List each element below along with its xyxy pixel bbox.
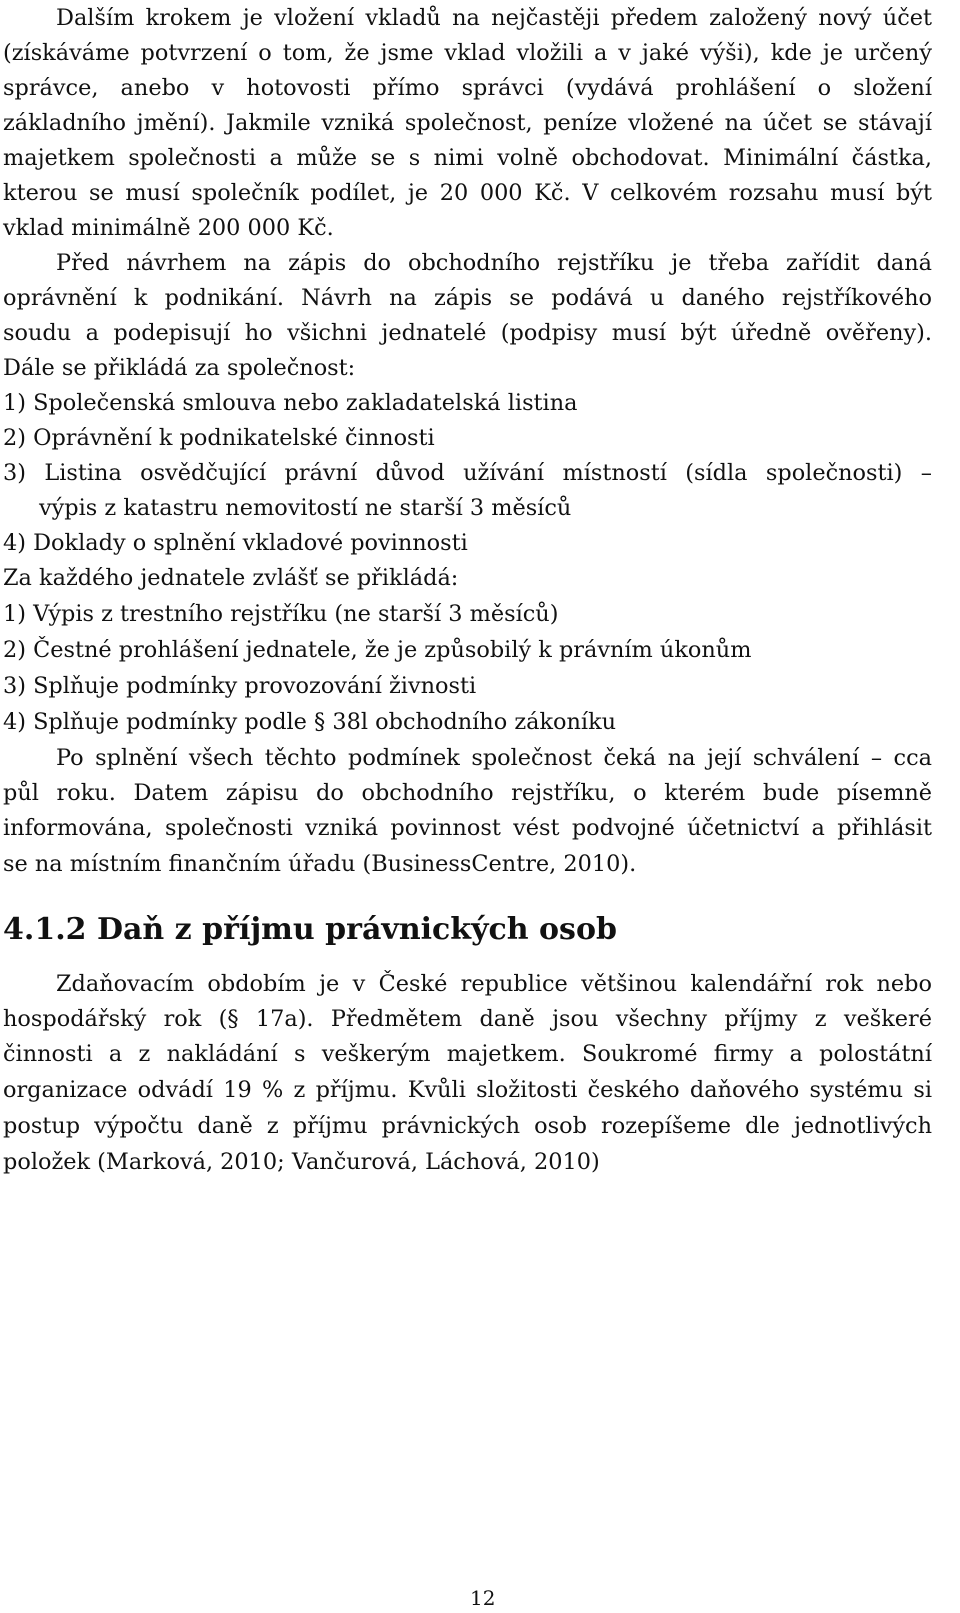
- text-line: (získáváme potvrzení o tom, že jsme vklad vložili a v jaké výši), kde je určený: [3, 40, 932, 66]
- text-line: Zdaňovacím obdobím je v České republice většinou kalendářní rok nebo: [56, 971, 932, 997]
- list-item: 3) Splňuje podmínky provozování živnosti: [3, 673, 477, 699]
- text-line: Po splnění všech těchto podmínek společnost čeká na její schválení – cca: [56, 745, 932, 771]
- text-line: se na místním finančním úřadu (BusinessCentre, 2010).: [3, 851, 637, 877]
- list-item: 4) Doklady o splnění vkladové povinnosti: [3, 530, 468, 556]
- list-item: 3) Listina osvědčující právní důvod užívání místností (sídla společnosti) –: [3, 460, 932, 486]
- text-line: Dalším krokem je vložení vkladů na nejčastěji předem založený nový účet: [56, 5, 932, 31]
- text-line: položek (Marková, 2010; Vančurová, Láchová, 2010): [3, 1149, 600, 1175]
- text-line: základního jmění). Jakmile vzniká společnost, peníze vložené na účet se stávají: [3, 110, 932, 136]
- list-intro: Dále se přikládá za společnost:: [3, 355, 356, 381]
- list-item: 4) Splňuje podmínky podle § 38l obchodního zákoníku: [3, 709, 617, 735]
- text-line: oprávnění k podnikání. Návrh na zápis se podává u daného rejstříkového: [3, 285, 932, 311]
- list-intro: Za každého jednatele zvlášť se přikládá:: [3, 565, 459, 591]
- text-line: půl roku. Datem zápisu do obchodního rejstříku, o kterém bude písemně: [3, 780, 932, 806]
- list-item: 1) Společenská smlouva nebo zakladatelská listina: [3, 390, 578, 416]
- page-number: 12: [470, 1586, 496, 1610]
- list-item-continuation: výpis z katastru nemovitostí ne starší 3 měsíců: [39, 495, 572, 521]
- text-line: správce, anebo v hotovosti přímo správci (vydává prohlášení o složení: [3, 75, 932, 101]
- section-heading: 4.1.2 Daň z příjmu právnických osob: [3, 912, 617, 947]
- text-line: Před návrhem na zápis do obchodního rejstříku je třeba zařídit daná: [56, 250, 932, 276]
- list-item: 2) Čestné prohlášení jednatele, že je způsobilý k právním úkonům: [3, 637, 752, 663]
- text-line: majetkem společnosti a může se s nimi volně obchodovat. Minimální částka,: [3, 145, 932, 171]
- text-line: kterou se musí společník podílet, je 20 000 Kč. V celkovém rozsahu musí být: [3, 180, 932, 206]
- list-item: 2) Oprávnění k podnikatelské činnosti: [3, 425, 435, 451]
- text-line: postup výpočtu daně z příjmu právnických osob rozepíšeme dle jednotlivých: [3, 1113, 932, 1139]
- list-item: 1) Výpis z trestního rejstříku (ne starší 3 měsíců): [3, 601, 559, 627]
- text-line: hospodářský rok (§ 17a). Předmětem daně jsou všechny příjmy z veškeré: [3, 1006, 932, 1032]
- text-line: informována, společnosti vzniká povinnost vést podvojné účetnictví a přihlásit: [3, 815, 932, 841]
- text-line: soudu a podepisují ho všichni jednatelé (podpisy musí být úředně ověřeny).: [3, 320, 932, 346]
- text-line: organizace odvádí 19 % z příjmu. Kvůli složitosti českého daňového systému si: [3, 1077, 932, 1103]
- text-line: vklad minimálně 200 000 Kč.: [3, 215, 334, 241]
- text-line: činnosti a z nakládání s veškerým majetkem. Soukromé firmy a polostátní: [3, 1041, 932, 1067]
